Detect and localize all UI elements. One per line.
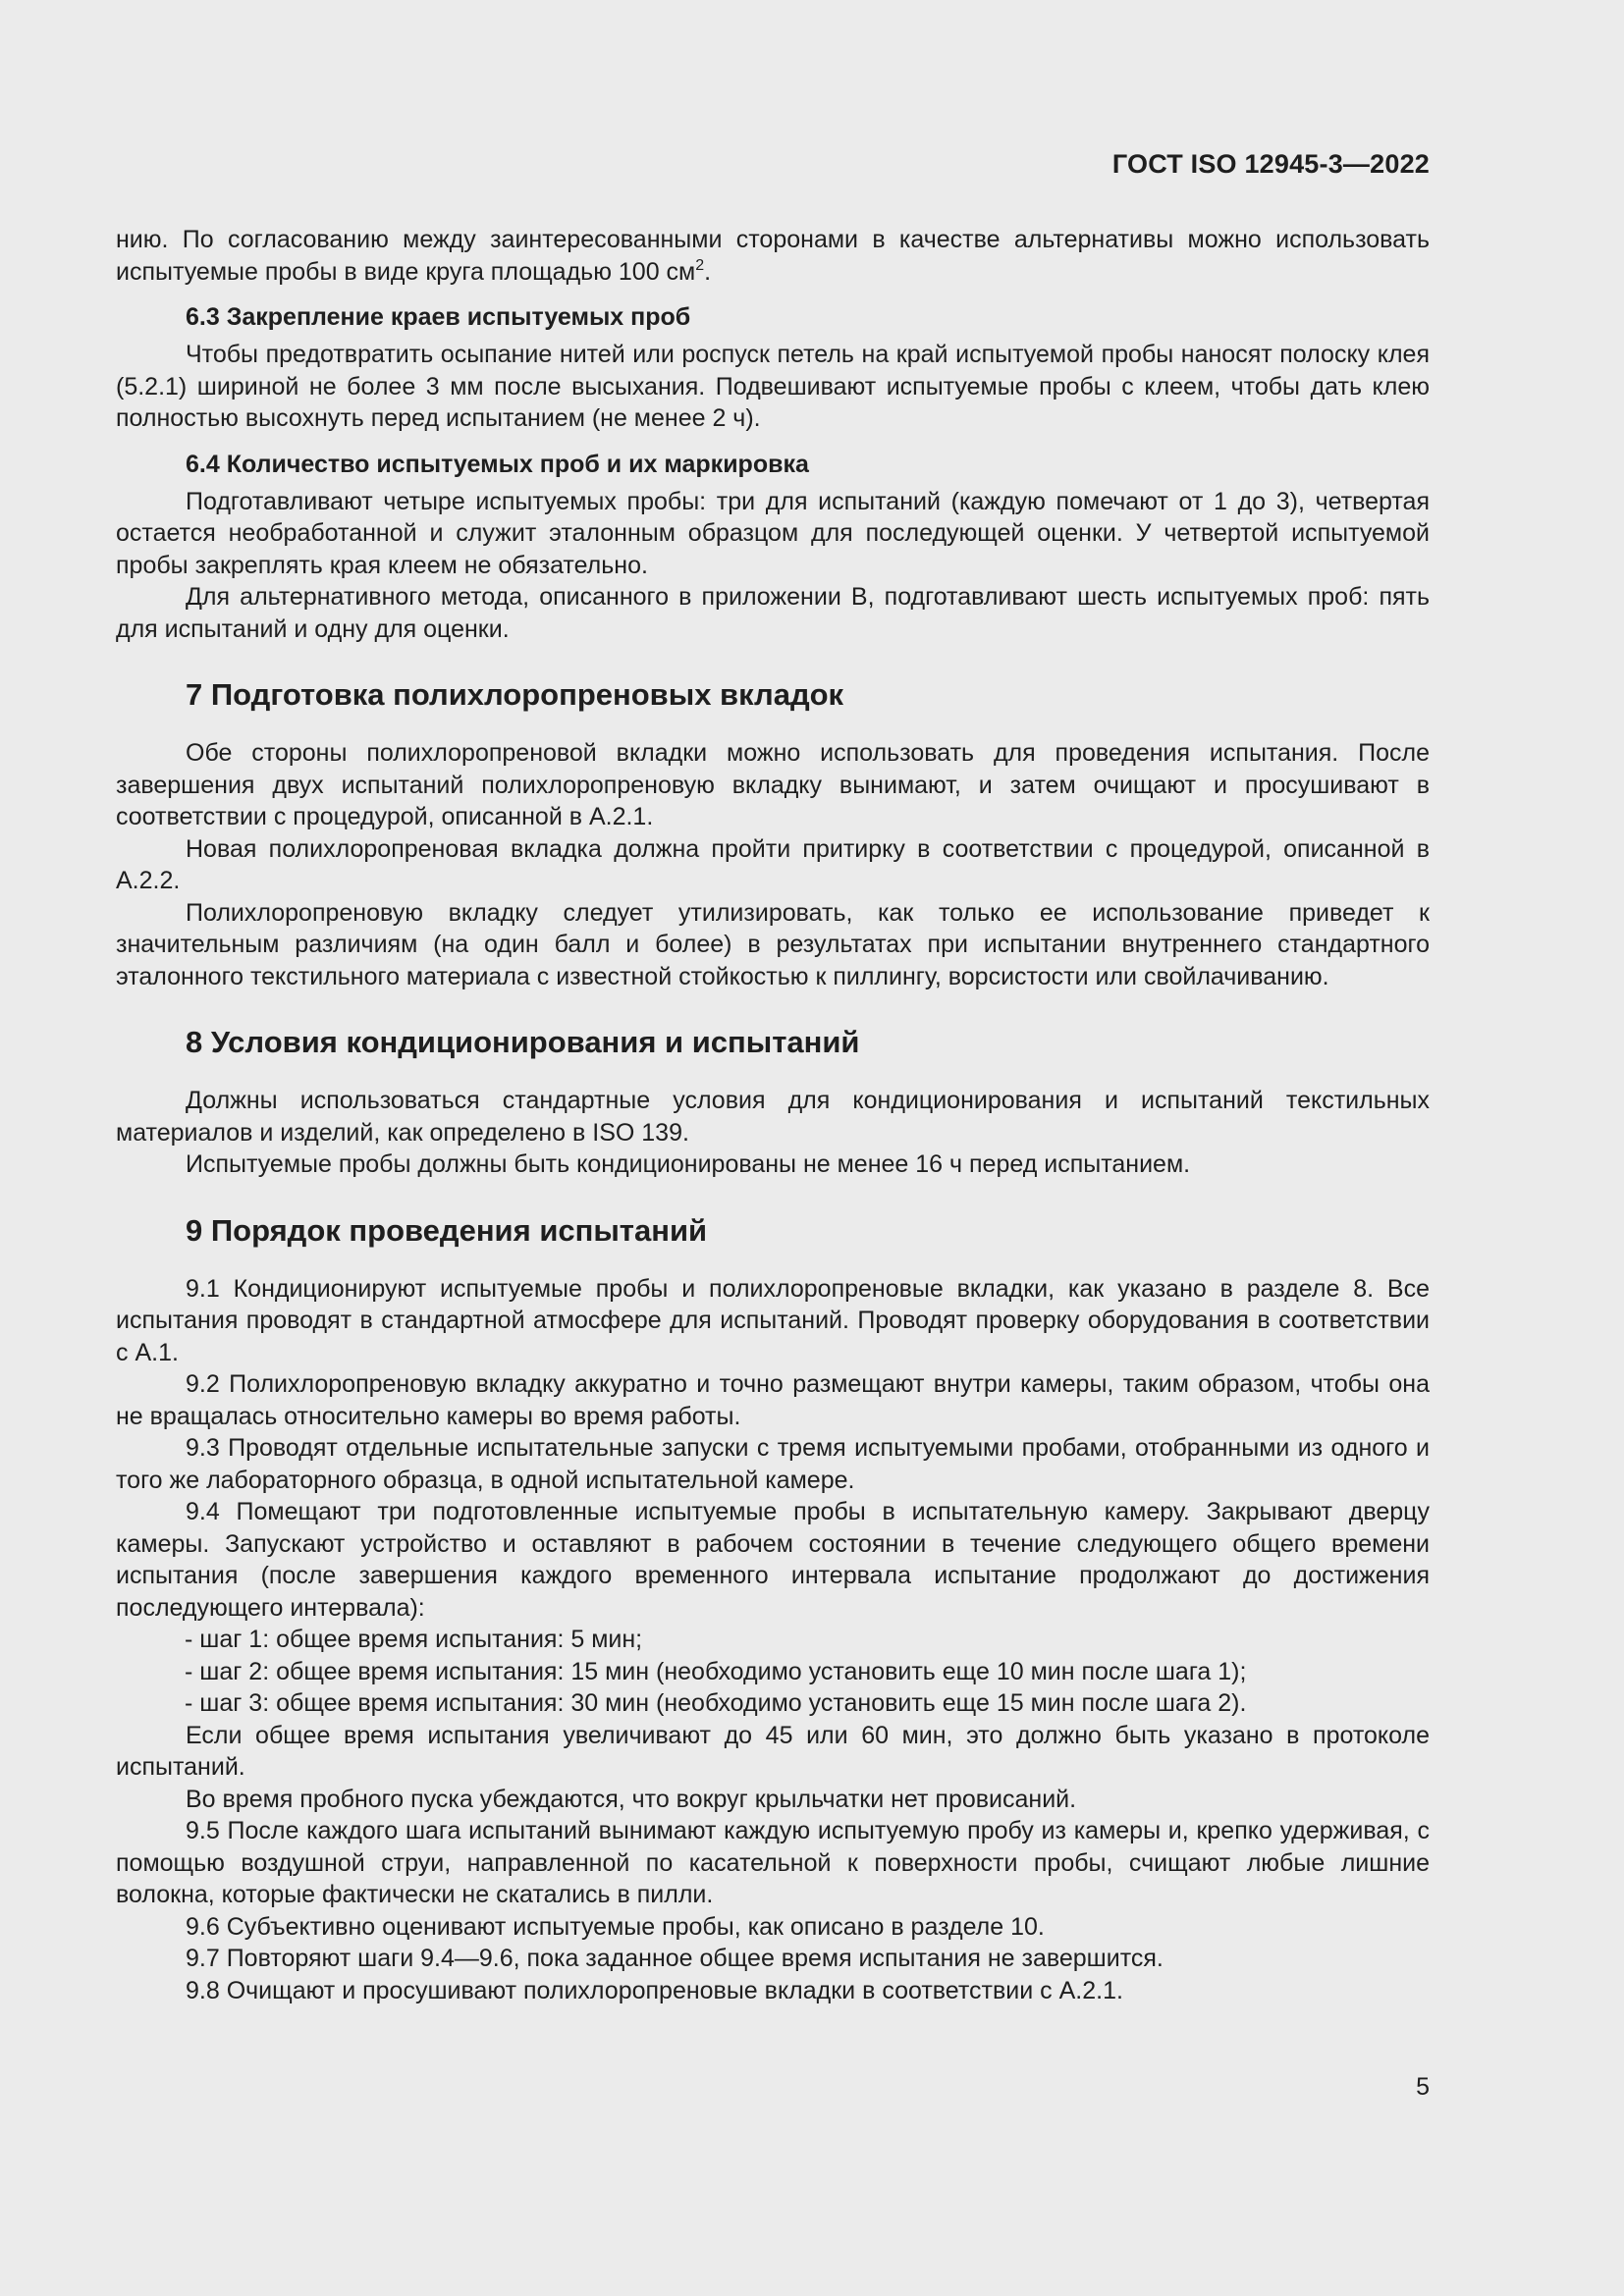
heading-section-7: 7 Подготовка полихлоропреновых вкладок — [186, 677, 844, 712]
paragraph: Полихлоропреновую вкладку следует утилизировать, как только ее использование приведет к значительным различиям (на один балл и более) в результатах при испытании внутреннего стандартного эталонного текстильного материала с известной стойкостью к пиллингу, ворсистости или свойлачиванию. — [116, 898, 1430, 990]
paragraph: Обе стороны полихлоропреновой вкладки можно использовать для проведения испытания. После завершения двух испытаний полихлоропреновую вкладку вынимают, и затем очищают и просушивают в соответствии с процедурой, описанной в А.2.1. — [116, 739, 1430, 830]
intro-paragraph: нию. По согласованию между заинтересованными сторонами в качестве альтернативы можно использовать испытуемые пробы в виде круга площадью 100 $см^2$. — [116, 226, 1430, 286]
list-item-step-1: - шаг 1: общее время испытания: 5 мин; — [185, 1626, 643, 1653]
clause-9-5: 9.5 После каждого шага испытаний вынимают каждую испытуемую пробу из камеры и, крепко удерживая, с помощью воздушной струи, направленной по касательной к поверхности пробы, счищают любые лишние волокна, которые фактически не скатались в пилли. — [116, 1817, 1430, 1908]
page-number: 5 — [1416, 2073, 1430, 2101]
document-code: ГОСТ ISO 12945-3—2022 — [1111, 149, 1430, 179]
clause-9-6: 9.6 Субъективно оценивают испытуемые пробы, как описано в разделе 10. — [186, 1912, 1045, 1941]
clause-9-4: 9.4 Помещают три подготовленные испытуемые пробы в испытательную камеру. Закрывают дверцу камеры. Запускают устройство и оставляют в рабочем состоянии в течение следующего общего времени испытания (после завершения каждого временного интервала испытание продолжают до достижения последующего интервала): — [116, 1498, 1430, 1622]
list-item-step-3: - шаг 3: общее время испытания: 30 мин (необходимо установить еще 15 мин после шага 2). — [185, 1689, 1247, 1717]
paragraph: Для альтернативного метода, описанного в приложении В, подготавливают шесть испытуемых проб: пять для испытаний и одну для оценки. — [116, 583, 1430, 643]
clause-9-3: 9.3 Проводят отдельные испытательные запуски с тремя испытуемыми пробами, отобранными из одного и того же лабораторного образца, в одной испытательной камере. — [116, 1434, 1430, 1494]
heading-6-3: 6.3 Закрепление краев испытуемых проб — [186, 303, 691, 331]
paragraph: Чтобы предотвратить осыпание нитей или роспуск петель на край испытуемой пробы наносят полоску клея (5.2.1) шириной не более 3 мм после высыхания. Подвешивают испытуемые пробы с клеем, чтобы дать клею полностью высохнуть перед испытанием (не менее 2 ч). — [116, 341, 1430, 432]
heading-section-8: 8 Условия кондиционирования и испытаний — [186, 1025, 860, 1059]
heading-section-9: 9 Порядок проведения испытаний — [186, 1212, 708, 1248]
paragraph: Во время пробного пуска убеждаются, что вокруг крыльчатки нет провисаний. — [186, 1785, 1077, 1813]
clause-9-2: 9.2 Полихлоропреновую вкладку аккуратно и точно размещают внутри камеры, таким образом, чтобы она не вращалась относительно камеры во время работы. — [116, 1370, 1430, 1430]
paragraph: Должны использоваться стандартные условия для кондиционирования и испытаний текстильных материалов и изделий, как определено в ISO 139. — [116, 1087, 1430, 1147]
heading-6-4: 6.4 Количество испытуемых проб и их маркировка — [186, 450, 809, 478]
list-item-step-2: - шаг 2: общее время испытания: 15 мин (необходимо установить еще 10 мин после шага 1); — [185, 1657, 1247, 1685]
paragraph: Испытуемые пробы должны быть кондиционированы не менее 16 ч перед испытанием. — [186, 1150, 1191, 1178]
paragraph: Если общее время испытания увеличивают до 45 или 60 мин, это должно быть указано в протоколе испытаний. — [116, 1721, 1430, 1781]
clause-9-1: 9.1 Кондиционируют испытуемые пробы и полихлоропреновые вкладки, как указано в разделе 8. Все испытания проводят в стандартной атмосфере для испытаний. Проводят проверку оборудования в соответствии с А.1. — [116, 1274, 1430, 1366]
document-body — [116, 224, 1430, 2006]
clause-9-7: 9.7 Повторяют шаги 9.4—9.6, пока заданное общее время испытания не завершится. — [186, 1945, 1164, 1972]
paragraph: Подготавливают четыре испытуемых пробы: три для испытаний (каждую помечают от 1 до 3), четвертая остается необработанной и служит эталонным образцом для последующей оценки. У четвертой испытуемой пробы закреплять края клеем не обязательно. — [116, 487, 1430, 579]
clause-9-8: 9.8 Очищают и просушивают полихлоропреновые вкладки в соответствии с А.2.1. — [186, 1976, 1123, 2004]
paragraph: Новая полихлоропреновая вкладка должна пройти притирку в соответствии с процедурой, описанной в А.2.2. — [116, 834, 1430, 894]
superscript: 2 — [695, 256, 705, 274]
